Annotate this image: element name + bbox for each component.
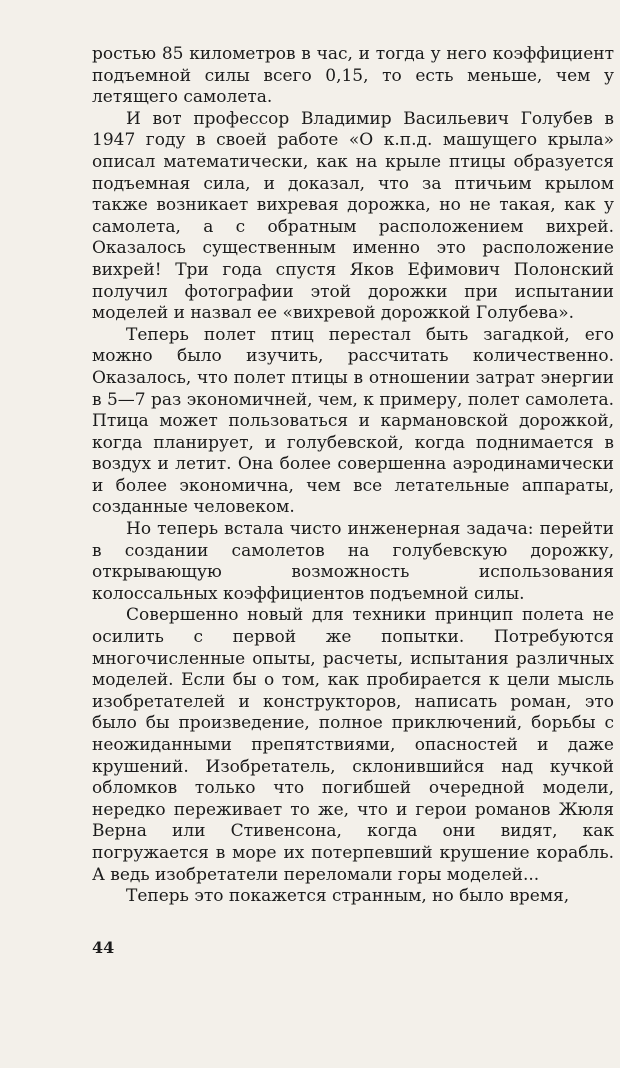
paragraph-continuation: ростью 85 километров в час, и тогда у него коэффициент подъемной силы всего 0,15, то есть меньше, чем у летящего самолета.: [92, 44, 614, 108]
paragraph-bird-flight: Теперь полет птиц перестал быть загадкой, его можно было изучить, рассчитать количественно. Оказалось, что полет птицы в отношении затрат энергии в 5—7 раз экономичней, чем, к примеру, полет самолета. Птица может пользоваться и кармановской дорожкой, когда планирует, и голубевской, когда поднимается в воздух и летит. Она более совершенна аэродинамически и более экономична, чем все летательные аппараты, созданные человеком.: [92, 324, 615, 518]
paragraph-golubev: И вот профессор Владимир Васильевич Голубев в 1947 году в своей работе «О к.п.д. машущего крыла» описал математически, как на крыле птицы образуется подъемная сила, и доказал, что за птичьим крылом также возникает вихревая дорожка, но не такая, как у самолета, а с обратным расположением вихрей. Оказалось существенным именно это расположение вихрей! Три года спустя Яков Ефимович Полонский получил фотографии этой дорожки при испытании моделей и назвал ее «вихревой дорожкой Голубева».: [92, 108, 614, 324]
page-text-block: [92, 44, 614, 908]
paragraph-final-line: Теперь это покажется странным, но было время,: [126, 886, 570, 907]
paragraph-engineering-task: Но теперь встала чисто инженерная задача: перейти в создании самолетов на голубевскую дорожку, открывающую возможность использования колоссальных коэффициентов подъемной силы.: [92, 519, 614, 604]
page-number: 44: [92, 938, 115, 957]
paragraph-new-principle: Совершенно новый для техники принцип полета не осилить с первой же попытки. Потребуются многочисленные опыты, расчеты, испытания различных моделей. Если бы о том, как пробирается к цели мысль изобретателей и конструкторов, написать роман, это было бы произведение, полное приключений, борьбы с неожиданными препятствиями, опасностей и даже крушений. Изобретатель, склонившийся над кучкой обломков только что погибшей очередной модели, нередко переживает то же, что и герои романов Жюля Верна или Стивенсона, когда они видят, как погружается в море их потерпевший крушение корабль. А ведь изобретатели переломали горы моделей...: [92, 605, 614, 885]
